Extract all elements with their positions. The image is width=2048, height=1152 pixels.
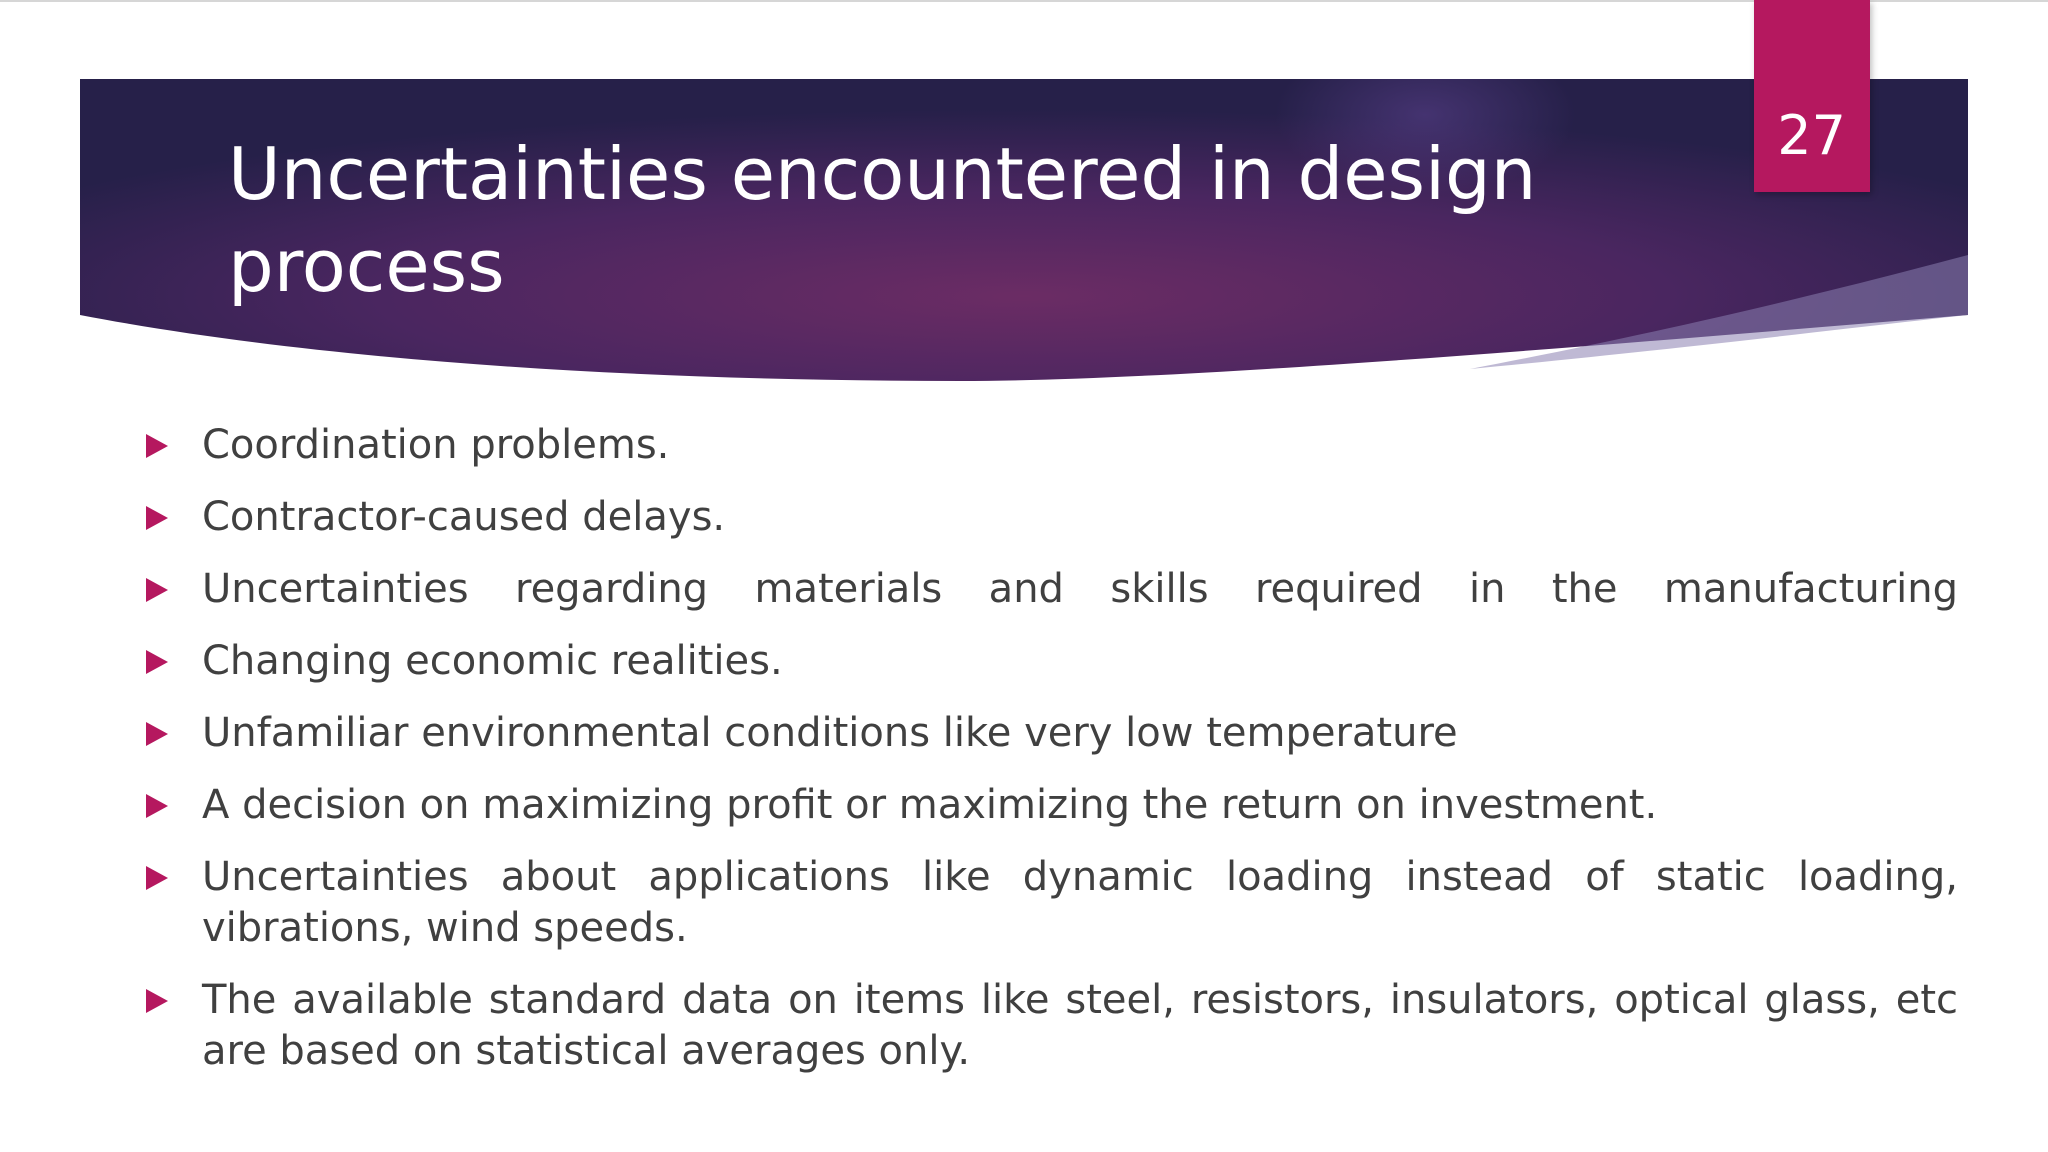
bullet-item xyxy=(140,708,1958,759)
triangle-bullet-icon xyxy=(146,434,168,458)
bullet-list xyxy=(140,420,1958,1098)
bullet-text: The available standard data on items like steel, resistors, insulators, optical glass, etc are based on statistical averages only. xyxy=(202,977,1958,1074)
bullet-text: A decision on maximizing profit or maximizing the return on investment. xyxy=(202,782,1658,828)
bullet-text: Contractor-caused delays. xyxy=(202,494,726,540)
slide-number: 27 xyxy=(1777,104,1846,167)
bullet-text: Coordination problems. xyxy=(202,422,670,468)
triangle-bullet-icon xyxy=(146,794,168,818)
bullet-text: Changing economic realities. xyxy=(202,638,783,684)
triangle-bullet-icon xyxy=(146,650,168,674)
triangle-bullet-icon xyxy=(146,989,168,1013)
bullet-text: Uncertainties about applications like dynamic loading instead of static loading, vibrations, wind speeds. xyxy=(202,854,1958,951)
slide-number-tab xyxy=(1754,0,1870,192)
bullet-item xyxy=(140,420,1958,471)
bullet-item xyxy=(140,852,1958,954)
triangle-bullet-icon xyxy=(146,578,168,602)
bullet-text: Uncertainties regarding materials and skills required in the manufacturing xyxy=(202,566,1958,612)
top-divider xyxy=(0,0,2048,2)
triangle-bullet-icon xyxy=(146,722,168,746)
slide-title: Uncertainties encountered in design process xyxy=(228,132,1537,308)
triangle-bullet-icon xyxy=(146,506,168,530)
bullet-item xyxy=(140,636,1958,687)
triangle-bullet-icon xyxy=(146,866,168,890)
bullet-item xyxy=(140,564,1958,615)
bullet-item xyxy=(140,492,1958,543)
bullet-text: Unfamiliar environmental conditions like very low temperature xyxy=(202,710,1458,756)
bullet-item xyxy=(140,975,1958,1077)
bullet-item xyxy=(140,780,1958,831)
